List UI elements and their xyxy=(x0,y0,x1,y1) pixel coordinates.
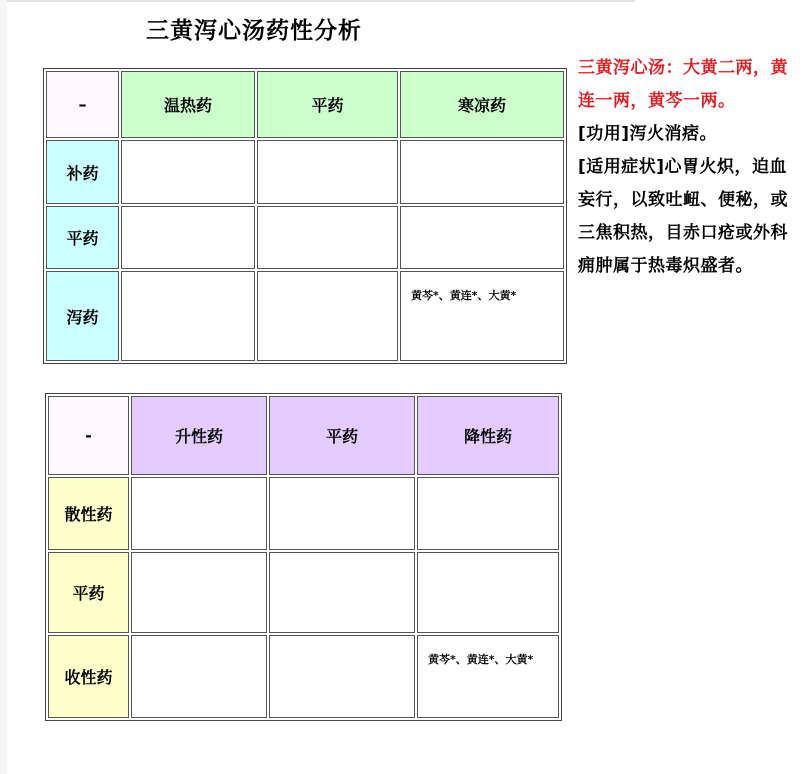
table2-cell xyxy=(131,552,267,633)
table1-cell xyxy=(400,140,564,203)
table1-cell xyxy=(257,140,398,203)
table1-cell xyxy=(121,140,255,203)
formula-composition: 三黄泻心汤：大黄二两，黄连一两，黄芩一两。 xyxy=(578,58,788,111)
table2-herb-list-cell: 黄芩*、黄连*、大黄* xyxy=(417,635,559,718)
table1-cell xyxy=(121,271,255,361)
table2-header-neutral: 平药 xyxy=(269,396,415,475)
table2-cell xyxy=(269,552,415,633)
table2-cell xyxy=(131,477,267,550)
table2-header-ascending: 升性药 xyxy=(131,396,267,475)
top-divider xyxy=(0,0,635,2)
table1-row-label-neutral: 平药 xyxy=(46,206,119,269)
property-table-temperature xyxy=(43,68,567,364)
table2-cell xyxy=(269,477,415,550)
table2-row-label-dispersing: 散性药 xyxy=(48,477,129,550)
page-title: 三黄泻心汤药性分析 xyxy=(146,18,362,44)
table1-cell xyxy=(257,206,398,269)
formula-function: [功用]泻火消痞。 xyxy=(578,124,718,144)
table1-header-cold: 寒凉药 xyxy=(400,71,564,138)
table2-header-descending: 降性药 xyxy=(417,396,559,475)
table2-row-label-neutral: 平药 xyxy=(48,552,129,633)
table1-row-label-tonify: 补药 xyxy=(46,140,119,203)
table2-cell xyxy=(417,477,559,550)
table2-cell xyxy=(417,552,559,633)
table1-header-warm: 温热药 xyxy=(121,71,255,138)
table1-cell xyxy=(257,271,398,361)
table2-corner-cell: - xyxy=(48,396,129,475)
table1-herb-list-cell: 黄芩*、黄连*、大黄* xyxy=(400,271,564,361)
table1-corner-cell: – xyxy=(46,71,119,138)
formula-notes xyxy=(578,52,798,283)
table2-cell xyxy=(269,635,415,718)
left-margin-strip xyxy=(0,0,7,774)
formula-indications: [适用症状]心胃火炽，迫血妄行，以致吐衄、便秘，或三焦积热，目赤口疮或外科痈肿属于热毒炽盛者。 xyxy=(578,157,788,276)
property-table-direction xyxy=(45,393,562,721)
table1-row-label-purge: 泻药 xyxy=(46,271,119,361)
table2-row-label-astringing: 收性药 xyxy=(48,635,129,718)
table1-cell xyxy=(400,206,564,269)
table1-header-neutral: 平药 xyxy=(257,71,398,138)
table2-cell xyxy=(131,635,267,718)
table1-cell xyxy=(121,206,255,269)
